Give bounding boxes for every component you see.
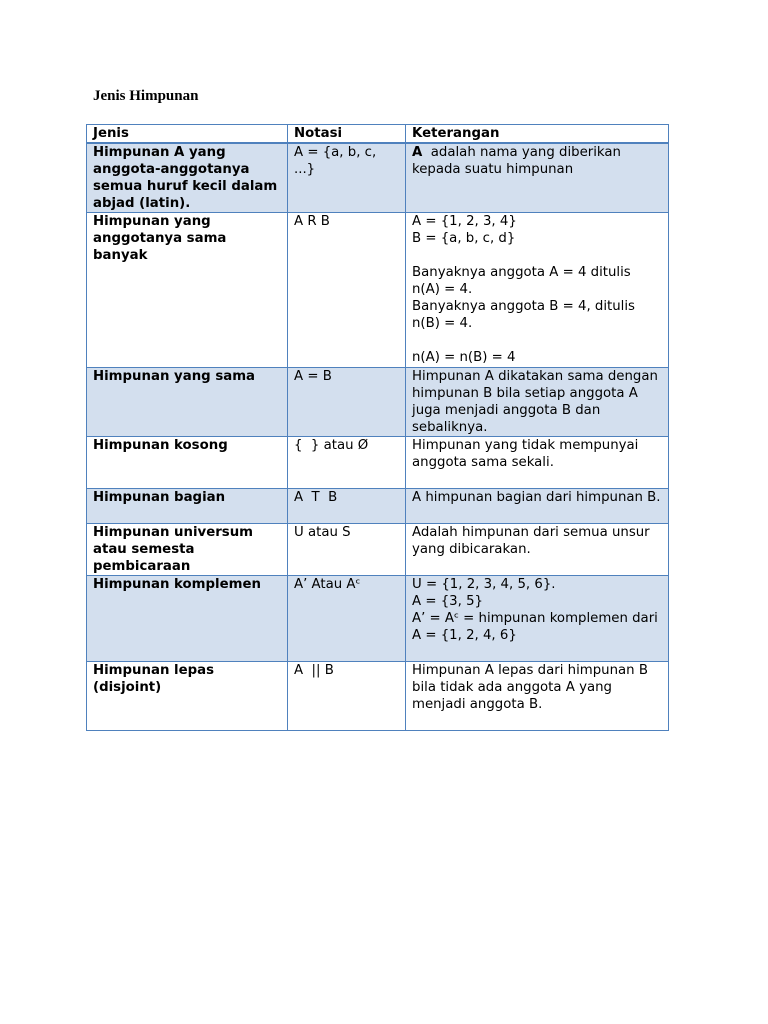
keterangan-cell: Himpunan A dikatakan sama dengan himpunan B bila setiap anggota A juga menjadi anggota B dan sebaliknya. <box>406 368 669 437</box>
jenis-cell: Himpunan yang sama <box>87 368 288 437</box>
keterangan-line: B = {a, b, c, d} <box>412 231 516 246</box>
notasi-cell: A || B <box>288 662 406 731</box>
table-row <box>87 368 669 437</box>
notasi-cell: A = B <box>288 368 406 437</box>
keterangan-lead: A <box>412 145 423 160</box>
notasi-cell: { } atau Ø <box>288 437 406 489</box>
himpunan-table <box>86 124 669 731</box>
column-header-keterangan: Keterangan <box>406 125 669 144</box>
keterangan-cell: A himpunan bagian dari himpunan B. <box>406 489 669 524</box>
table-row <box>87 213 669 368</box>
keterangan-line: Banyaknya anggota A = 4 ditulis n(A) = 4. <box>412 265 635 297</box>
notasi-cell: A T B <box>288 489 406 524</box>
keterangan-cell <box>406 213 669 368</box>
table-row <box>87 489 669 524</box>
table-row <box>87 524 669 576</box>
table-row <box>87 662 669 731</box>
keterangan-line: A’ = Aᶜ = himpunan komplemen dari A = {1, 2, 4, 6} <box>412 611 663 643</box>
notasi-cell: A = {a, b, c, ...} <box>288 143 406 213</box>
keterangan-line <box>412 332 662 349</box>
table-row <box>87 143 669 213</box>
column-header-notasi: Notasi <box>288 125 406 144</box>
keterangan-cell: Himpunan A lepas dari himpunan B bila tidak ada anggota A yang menjadi anggota B. <box>406 662 669 731</box>
keterangan-line: n(A) = n(B) = 4 <box>412 350 516 365</box>
table-header-row <box>87 125 669 144</box>
jenis-cell: Himpunan kosong <box>87 437 288 489</box>
table-row <box>87 437 669 489</box>
table-row <box>87 576 669 662</box>
keterangan-line: Banyaknya anggota B = 4, ditulis n(B) = 4. <box>412 299 640 331</box>
keterangan-cell <box>406 143 669 213</box>
jenis-cell: Himpunan A yang anggota-anggotanya semua huruf kecil dalam abjad (latin). <box>87 143 288 213</box>
keterangan-cell <box>406 576 669 662</box>
keterangan-text: adalah nama yang diberikan kepada suatu himpunan <box>412 145 626 177</box>
jenis-cell: Himpunan lepas (disjoint) <box>87 662 288 731</box>
keterangan-line: A = {3, 5} <box>412 594 483 609</box>
notasi-cell: A R B <box>288 213 406 368</box>
keterangan-cell: Adalah himpunan dari semua unsur yang dibicarakan. <box>406 524 669 576</box>
keterangan-line: U = {1, 2, 3, 4, 5, 6}. <box>412 577 556 592</box>
notasi-cell: A’ Atau Aᶜ <box>288 576 406 662</box>
jenis-cell: Himpunan universum atau semesta pembicaraan <box>87 524 288 576</box>
jenis-cell: Himpunan bagian <box>87 489 288 524</box>
jenis-cell: Himpunan komplemen <box>87 576 288 662</box>
document-title: Jenis Himpunan <box>93 88 199 104</box>
jenis-cell: Himpunan yang anggotanya sama banyak <box>87 213 288 368</box>
keterangan-line: A = {1, 2, 3, 4} <box>412 214 517 229</box>
column-header-jenis: Jenis <box>87 125 288 144</box>
notasi-cell: U atau S <box>288 524 406 576</box>
keterangan-cell: Himpunan yang tidak mempunyai anggota sama sekali. <box>406 437 669 489</box>
keterangan-line <box>412 247 662 264</box>
